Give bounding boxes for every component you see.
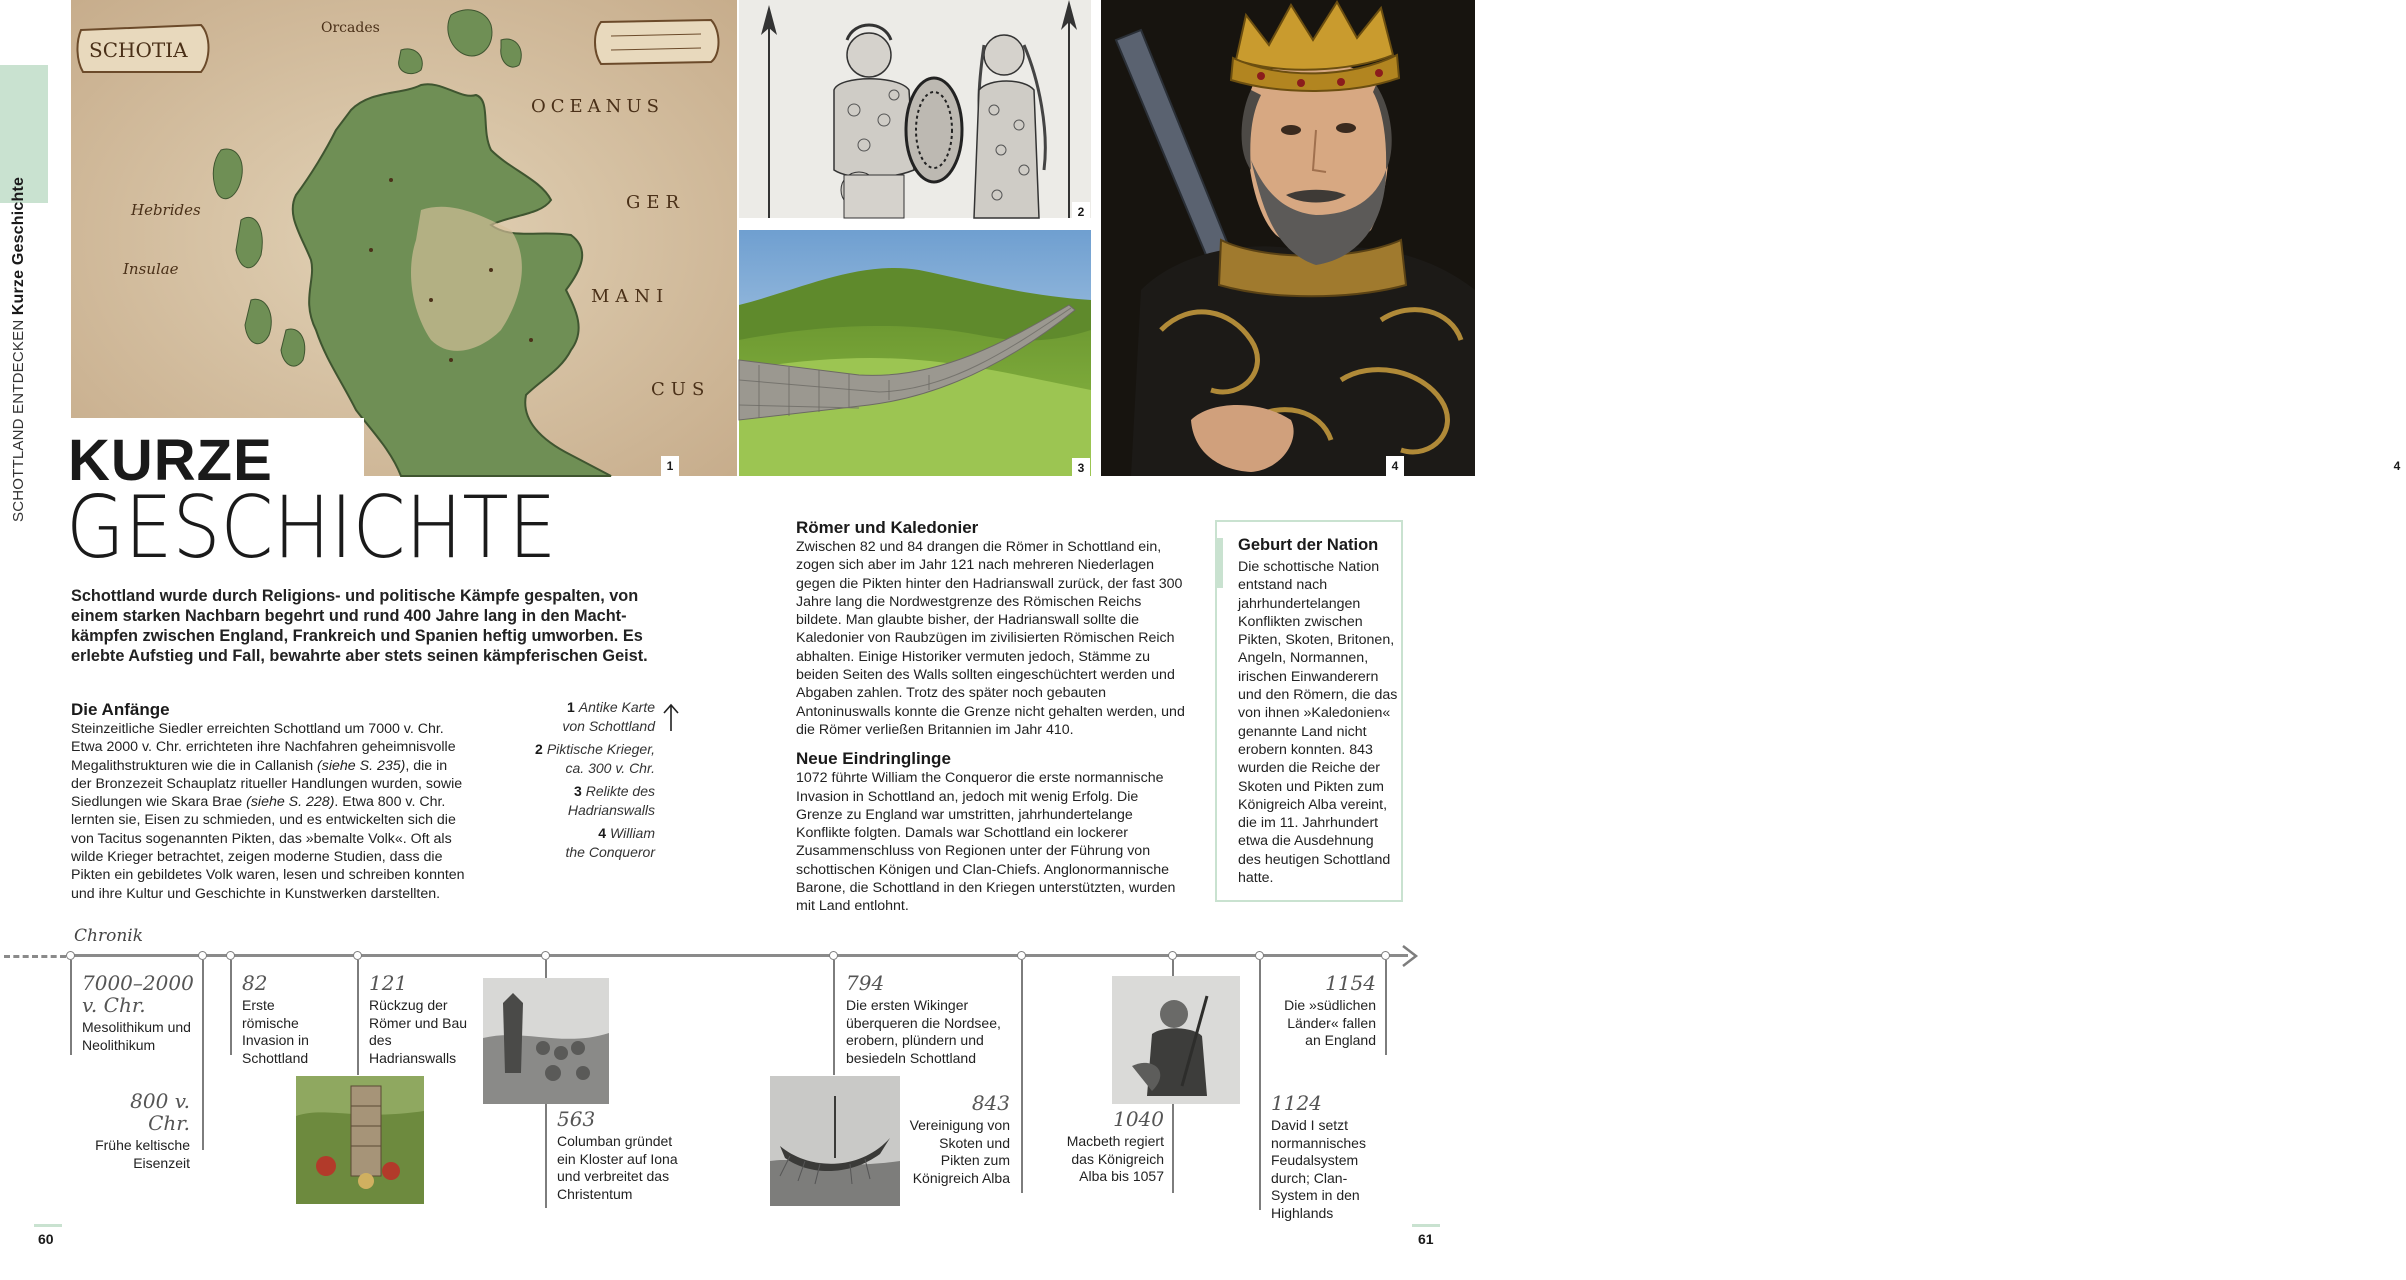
section-label: SCHOTTLAND ENTDECKEN bbox=[10, 319, 27, 522]
timeline-tick bbox=[226, 951, 235, 960]
chapter-label: Kurze Geschichte bbox=[10, 176, 27, 316]
sidebar-text: Die schottische Nation entstand nach jahrhundertelangen Konflikten zwischen Pikten, Skoten, Britonen, Angeln, Normannen, irischen Einwanderern und den Römern, die das von ihnen »Kaledonien« genannte Land nicht erobern konnten. 843 wurden die Reiche der Skoten und Pikten zum Königreich Alba vereint, die im 11. Jahrhundert etwa die Ausdehnung des heutigen Schottland hatte. bbox=[1238, 559, 1398, 887]
event-text: Die »südlichen Länder« fallen an England bbox=[1284, 997, 1376, 1048]
timeline-event bbox=[1052, 1108, 1164, 1186]
map-label-mani: MANI bbox=[591, 286, 670, 307]
event-text: Mesolithikum und Neolithikum bbox=[82, 1019, 191, 1053]
event-text: Columban gründet ein Kloster auf Iona und verbreitet das Christentum bbox=[557, 1133, 678, 1202]
page-reference[interactable]: (siehe S. 228) bbox=[246, 794, 335, 811]
event-year: 82 bbox=[242, 971, 268, 995]
timeline-connector bbox=[1385, 960, 1387, 1055]
map-label-orcades: Orcades bbox=[321, 20, 380, 36]
section-roemer bbox=[796, 518, 1186, 916]
image-number: 1 bbox=[661, 456, 679, 476]
antique-map-image bbox=[71, 0, 737, 476]
timeline-event bbox=[82, 972, 194, 1054]
timeline-connector bbox=[357, 960, 359, 1075]
event-text: David I setzt normannisches Feudalsystem durch; Clan-System in den Highlands bbox=[1271, 1117, 1366, 1221]
timeline-tick bbox=[1017, 951, 1026, 960]
image-number: 3 bbox=[1072, 458, 1090, 478]
viking-ship-circle-image bbox=[770, 1076, 900, 1206]
timeline-tick bbox=[541, 951, 550, 960]
event-year: 1124 bbox=[1271, 1091, 1322, 1115]
timeline-label: Chronik bbox=[74, 926, 144, 946]
event-year: 563 bbox=[557, 1107, 596, 1131]
sidebar-title: Geburt der Nation bbox=[1238, 536, 1379, 554]
timeline-tick bbox=[198, 951, 207, 960]
caption-item: 1 Antike Karte von Schottland bbox=[562, 699, 655, 734]
section-heading: Neue Eindringlinge bbox=[796, 749, 951, 769]
section-body: 1072 führte William the Conqueror die erste normannische Invasion in Schottland an, jedoch mit wenig Erfolg. Die Grenze zu England war umstritten, jahrhundertelange Konflikte folgten. Damals war Schottland ein lockerer Zusammenschluss von Regionen unter der Führung von schottischen Königen und Clan-Chiefs. Anglonormannische Barone, die Schottland in den Kriegen unterstützten, wurden mit Land entlohnt. bbox=[796, 770, 1176, 915]
event-year: 1154 bbox=[1325, 971, 1376, 995]
page-number-right: 61 bbox=[1418, 1231, 1434, 1247]
page-title-line2: GESCHICHTE bbox=[66, 478, 557, 578]
event-text: Vereinigung von Skoten und Pikten zum Königreich Alba bbox=[909, 1117, 1010, 1186]
event-year: 843 bbox=[971, 1091, 1010, 1115]
map-label-hebrides: Hebrides bbox=[131, 201, 201, 219]
image-number-4: 4 bbox=[1386, 456, 1404, 476]
caption-item: 4 William the Conqueror bbox=[565, 825, 655, 860]
timeline-connector bbox=[833, 960, 835, 1075]
section-body: Zwischen 82 und 84 drangen die Römer in Schottland ein, zogen sich aber im Jahr 121 nach mehreren Niederlagen gegen die Pikten hinter den Hadrianswall zurück, der fast 300 Jahre lang die Nordwestgrenze des Römischen Reichs bildete. Man glaubte bisher, der Hadrianswall sollte die Kaledonier von Raubzügen im zivilisierten Römischen Reich abhalten. Einige Historiker vermuten jedoch, Stämme zu beiden Seiten des Walls sollten eingeschüchtert werden und Abgaben zahlen. Trotz des später noch gebauten Antoninuswalls konnte die Grenze nicht gehalten werden, und die Römer verließen Britannien im Jahr 410. bbox=[796, 539, 1185, 738]
timeline-connector bbox=[70, 960, 72, 1055]
page-reference[interactable]: (siehe S. 235) bbox=[317, 757, 406, 774]
timeline-event bbox=[82, 1090, 190, 1172]
event-text: Rückzug der Römer und Bau des Hadrianswalls bbox=[369, 997, 468, 1066]
map-label-oceanus: OCEANUS bbox=[531, 96, 664, 117]
timeline-tick bbox=[66, 951, 75, 960]
arrow-up-icon bbox=[662, 702, 680, 732]
section-body: Steinzeitliche Siedler erreichten Schottland um 7000 v. Chr. Etwa 2000 v. Chr. errichteten ihre Nachfahren geheimnisvolle Megalithstrukturen wie die in Callanish (siehe S. 235), die in der Bronzezeit Schauplatz ritueller Handlungen wurden, sowie Siedlungen wie Skara Brae (siehe S. 228). Etwa 800 v. Chr. lernten sie, Eisen zu schmieden, und es entwickelten sich die von Tacitus sogenannten Pikten, das »bemalte Volk«. Oft als wilde Krieger betrachtet, zeigen moderne Studien, dass die Pikten ein gebildetes Volk waren, lesen und schreiben konnten und ihre Kultur und Geschichte in Kunstwerken darstellten. bbox=[71, 721, 465, 902]
timeline-connector bbox=[1021, 960, 1023, 1193]
timeline-event bbox=[900, 1092, 1010, 1187]
timeline-event bbox=[846, 972, 1011, 1067]
timeline-tick bbox=[1381, 951, 1390, 960]
pictish-warriors-image bbox=[739, 0, 1091, 218]
timeline-connector bbox=[1259, 960, 1261, 1210]
map-label-insulae: Insulae bbox=[123, 260, 179, 278]
intro-paragraph: Schottland wurde durch Religions- und politische Kämpfe gespalten, von einem starken Nachbarn begehrt und rund 400 Jahre lang in den Macht-kämpfen zwischen England, Frankreich und Spanien heftig umworben. Es erlebte Aufstieg und Fall, bewahrte aber stets seinen kämpferischen Geist. bbox=[71, 587, 648, 665]
timeline-dash bbox=[4, 955, 66, 958]
map-label-ger: GER bbox=[626, 192, 686, 213]
event-year: 121 bbox=[369, 971, 408, 995]
section-heading: Die Anfänge bbox=[71, 700, 170, 719]
event-year: 800 v. Chr. bbox=[130, 1089, 190, 1135]
timeline-arrow-icon bbox=[1400, 944, 1420, 968]
hadrians-wall-image bbox=[739, 230, 1091, 476]
william-the-conqueror-portrait bbox=[1101, 0, 2401, 476]
timeline-event bbox=[242, 972, 334, 1067]
event-year: 794 bbox=[846, 971, 885, 995]
timeline-connector bbox=[230, 960, 232, 1055]
page-number-bar bbox=[34, 1224, 62, 1227]
page-title-line1: KURZE bbox=[68, 428, 273, 493]
map-label-cus: CUS bbox=[651, 379, 711, 400]
sidebar-accent bbox=[1216, 538, 1223, 588]
event-text: Frühe keltische Eisenzeit bbox=[95, 1137, 190, 1171]
event-year: 7000–2000 v. Chr. bbox=[82, 971, 194, 1017]
caption-item: 2 Piktische Krieger, ca. 300 v. Chr. bbox=[535, 741, 655, 776]
running-head bbox=[10, 176, 40, 522]
image-captions bbox=[500, 698, 655, 866]
event-text: Erste römische Invasion in Schottland bbox=[242, 997, 309, 1066]
map-title-label: SCHOTIA bbox=[89, 38, 188, 62]
section-heading: Römer und Kaledonier bbox=[796, 518, 979, 537]
timeline-tick bbox=[1168, 951, 1177, 960]
timeline-event bbox=[1272, 972, 1376, 1050]
image-number: 4 bbox=[2388, 456, 2406, 476]
image-number: 2 bbox=[1072, 202, 1090, 222]
timeline-event bbox=[1271, 1092, 1371, 1222]
event-text: Die ersten Wikinger überqueren die Nordsee, erobern, plündern und besiedeln Schottland bbox=[846, 997, 1001, 1066]
section-die-anfaenge bbox=[71, 700, 471, 903]
timeline-tick bbox=[353, 951, 362, 960]
columban-circle-image bbox=[483, 978, 609, 1104]
timeline-tick bbox=[1255, 951, 1264, 960]
caption-item: 3 Relikte des Hadrianswalls bbox=[567, 783, 655, 818]
timeline-connector bbox=[202, 960, 204, 1150]
timeline-event bbox=[557, 1108, 687, 1203]
timeline-event bbox=[369, 972, 471, 1067]
timeline-tick bbox=[829, 951, 838, 960]
roman-wall-circle-image bbox=[296, 1076, 424, 1204]
macbeth-circle-image bbox=[1112, 976, 1240, 1104]
page-number-bar bbox=[1412, 1224, 1440, 1227]
event-text: Macbeth regiert das Königreich Alba bis 1057 bbox=[1066, 1133, 1164, 1184]
page-number-left: 60 bbox=[38, 1231, 54, 1247]
timeline-axis bbox=[70, 954, 1408, 957]
event-year: 1040 bbox=[1113, 1107, 1164, 1131]
